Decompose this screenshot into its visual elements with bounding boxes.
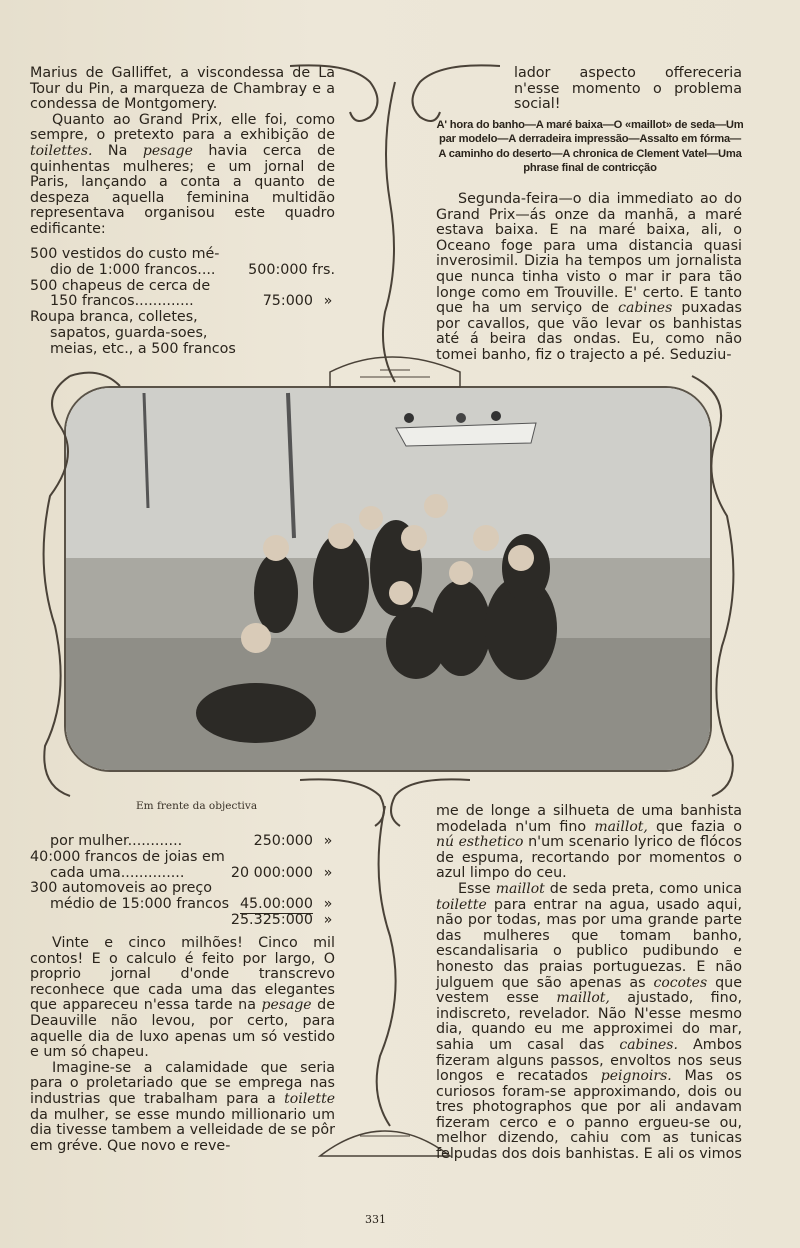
photo-illustration	[66, 388, 710, 770]
table-row: 40:000 francos de joias em	[30, 848, 225, 865]
left-column-bottom	[30, 936, 335, 1154]
table-row: dio de 1:000 francos.... 500:000 frs.	[50, 261, 335, 278]
paragraph: Marius de Galliffet, a viscondessa de La Tour du Pin, a marqueza de Chambray e a condessa de Montgomery.	[30, 65, 335, 113]
right-column-top	[514, 66, 742, 113]
table-row: cada uma.............. 20 000:000 »	[50, 864, 333, 881]
paragraph: Quanto ao Grand Prix, elle foi, como sempre, o pretexto para a exhibição de toilettes. Na pesage havia cerca de quinhentas mulheres; e um jornal de Paris, lançando a conta a quanto de despeza aquella feminina multidão representava organisou este quadro edificante:	[30, 111, 336, 237]
art-nouveau-ornament-left	[30, 366, 140, 806]
expense-table-bottom	[30, 834, 335, 929]
section-summary: A' hora do banho—A maré baixa—O «maillot» de seda—Um par modelo—A derradeira impressão—Assalto em fórma—A caminho do deserto—A chronica de Clement Vatel—Uma phrase final de contricção	[436, 119, 744, 175]
table-row: 300 automoveis ao preço	[30, 880, 212, 897]
table-row: sapatos, guarda-soes,	[50, 324, 208, 341]
table-row: Roupa branca, colletes,	[30, 309, 198, 326]
table-row-total: 25.325:000 »	[230, 911, 333, 928]
table-row: 500 chapeus de cerca de	[30, 277, 211, 294]
paragraph: Segunda-feira—o dia immediato ao do Grand Prix—ás onze da manhã, a maré estava baixa. E na maré baixa, ali, o Oceano foge para uma distancia quasi inverosimil. Dizia ha tempos um jornalista que nunca tinha visto o mar ir para tão longe como em Trouville. E' certo. E tanto que ha um serviço de cabines puxadas por cavallos, que vão levar os banhistas até á beira das ondas. Eu, como não tomei banho, fiz o trajecto a pé. Seduziu-	[436, 191, 742, 363]
page-number: 331	[365, 1213, 386, 1226]
art-nouveau-ornament-right	[662, 366, 752, 806]
paragraph: me de longe a silhueta de uma banhista modelada n'um fino maillot, que fazia o nú esthetico n'um scenario lyrico de flócos de espuma, recortando por momentos o azul limpo do ceu.	[436, 803, 742, 882]
right-column-bottom	[436, 804, 742, 1163]
paragraph: Esse maillot de seda preta, como unica toilette para entrar na agua, usado aqui, não por todas, mas por uma grande parte das mulheres que tomam banho, escandalisaria o publico pudibundo e honesto das praias portuguezas. E não julguem que são apenas as cocotes que vestem esse maillot, ajustado, fino, indiscreto, revelador. Não N'esse mesmo dia, quando eu me approximei do mar, sahia um casal das cabines. Ambos fizeram alguns passos, envoltos nos seus longos e recatados peignoirs. Mas os curiosos foram-se approximando, dois ou tres photographos que por ali andavam fizeram cerco e o panno ergueu-se ou, melhor dizendo, cahiu com as tunicas felpudas dos dois banhistas. E ali os vimos	[436, 880, 742, 1163]
art-nouveau-ornament-top	[290, 62, 500, 392]
table-row: médio de 15:000 francos 45.00:000 »	[50, 896, 333, 913]
paragraph: Vinte e cinco milhões! Cinco mil contos! E o calculo é feito por largo, O proprio jornal d'onde transcrevo reconhece que cada uma das elegantes que appareceu n'essa tarde na pesage de Deauville não levou, por certo, para aquelle dia de luxo apenas um só vestido e um só chapeu.	[30, 935, 335, 1061]
bathers-photograph	[66, 388, 710, 770]
table-row: 150 francos............. 75:000 »	[50, 293, 333, 310]
table-row: meias, etc., a 500 francos	[50, 340, 236, 357]
table-row: 500 vestidos do custo mé-	[30, 246, 220, 262]
table-row: por mulher............ 250:000 »	[50, 833, 333, 849]
photo-caption: Em frente da objectiva	[136, 800, 258, 812]
paragraph: Imagine-se a calamidade que seria para o proletariado que se emprega nas industrias que trabalham para a toilette da mulher, se esse mundo millionario um dia tivesse tambem a velleidade de se pôr em gréve. Que novo e reve-	[30, 1059, 335, 1154]
paragraph: lador aspecto offereceria n'esse momento o problema social!	[514, 65, 742, 113]
